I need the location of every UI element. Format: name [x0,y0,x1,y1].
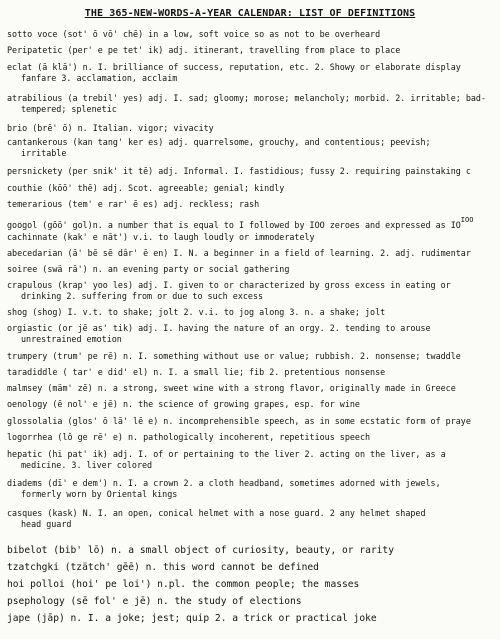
definition-text: crapulous (krap' yoo les) adj. I. given to or characterized by gross excess in eating or [7,280,451,290]
definition-entry [7,613,500,625]
definition-entry [7,280,500,301]
page-title: THE 365-NEW-WORDS-A-YEAR CALENDAR: LIST OF DEFINITIONS [84,8,416,19]
definition-entry [7,199,500,210]
definition-text: diadems (dī' e dem') n. I. a crown 2. a cloth headband, sometimes adorned with jewels, [7,478,441,488]
definition-entry [7,232,500,243]
definition-text: taradiddle ( tar' e did' el) n. I. a small lie; fib 2. pretentious nonsense [7,367,386,377]
exponent: IOO [460,216,474,224]
definition-text: logorrhea (lô ge rē' e) n. pathologically incoherent, repetitious speech [7,432,371,442]
definition-text: abecedarian (ā' bē sē dâr' ē en) I. N. a beginner in a field of learning. 2. adj. rudimentar [7,248,471,258]
definition-entry [7,449,500,470]
definition-entry [7,432,500,443]
definition-text: cantankerous (kan tang' ker es) adj. quarrelsome, grouchy, and contentious; peevish; [7,137,431,147]
definition-text: trumpery (trum' pe rē) n. I. something without use or value; rubbish. 2. nonsense; twaddle [7,351,461,361]
definition-continuation: drinking 2. suffering from or due to such excess [21,290,264,301]
definition-entry [7,508,500,529]
definition-text: sotto voce (sot' ō vō' chē) in a low, soft voice so as not to be overheard [7,29,381,39]
definition-entry [7,264,500,275]
definition-continuation: formerly worn by Oriental kings [21,488,178,499]
definition-text: shog (shog) I. v.t. to shake; jolt 2. v.i. to jog along 3. n. a shake; jolt [7,307,386,317]
definition-entry [7,562,500,574]
definition-entry [7,596,500,608]
definition-continuation: tempered; splenetic [21,103,117,114]
definition-entry [7,123,500,134]
definition-text: tzatchgki (tzätch' gēē) n. this word cannot be defined [7,562,319,573]
definition-text: brio (brē' ō) n. Italian. vigor; vivacity [7,123,214,133]
definition-entry [7,45,500,56]
definition-entry [7,399,500,410]
definition-text: malmsey (mäm' zē) n. a strong, sweet wine with a strong flavor, originally made in Greece [7,383,456,393]
definition-text: jape (jāp) n. I. a joke; jest; quip 2. a trick or practical joke [7,613,377,624]
definition-text: hepatic (hi pat' ik) adj. I. of or pertaining to the liver 2. acting on the liver, as a [7,449,446,459]
definition-entry [7,307,500,318]
definition-entry [7,323,500,344]
definition-text: hoi polloi (hoi' pe loi') n.pl. the common people; the masses [7,579,360,590]
definition-entry [7,137,500,158]
definition-continuation: head guard [21,518,72,529]
definition-entry [7,62,500,83]
definition-text: oenology (ē nol' e jē) n. the science of growing grapes, esp. for wine [7,399,360,409]
definition-text: persnickety (per snik' it tē) adj. Informal. I. fastidious; fussy 2. requiring painstaking c [7,166,471,176]
definition-continuation: irritable [21,147,67,158]
definition-text: orgiastic (or jē as' tik) adj. I. having the nature of an orgy. 2. tending to arouse [7,323,431,333]
definition-entry [7,545,500,557]
definition-text: soiree (swä rā') n. an evening party or social gathering [7,264,290,274]
definition-entry [7,367,500,378]
definition-entry [7,383,500,394]
definition-text: eclat (ā klā') n. I. brilliance of success, reputation, etc. 2. Showy or elaborate display [7,62,461,72]
definition-text: bibelot (bib' lō) n. a small object of curiosity, beauty, or rarity [7,545,394,556]
definition-continuation: fanfare 3. acclamation, acclaim [21,72,178,83]
definition-text: psephology (sē fol' e jē) n. the study of elections [7,596,302,607]
definition-entry [7,183,500,194]
definition-continuation: unrestrained emotion [21,333,122,344]
definition-continuation: medicine. 3. liver colored [21,459,153,470]
definition-entry [7,93,500,114]
definition-text: glossolalia (glos' ō lā' lē e) n. incomprehensible speech, as in some ecstatic form of praye [7,416,471,426]
definition-entry [7,29,500,40]
definition-text: atrabilious (a trebil' yes) adj. I. sad; gloomy; morose; melancholy; morbid. 2. irritable; bad- [7,93,487,103]
definition-text: googol (gōō' gol)n. a number that is equal to I followed by IOO zeroes and expressed as IO [7,220,461,230]
definition-entry [7,579,500,591]
definition-entry [7,215,500,231]
definition-text: couthie (kōō' thē) adj. Scot. agreeable; genial; kindly [7,183,285,193]
definition-text: casques (kask) N. I. an open, conical helmet with a nose guard. 2 any helmet shaped [7,508,426,518]
definition-entry [7,351,500,362]
definition-text: Peripatetic (per' e pe tet' ik) adj. itinerant, travelling from place to place [7,45,401,55]
definition-text: temerarious (tem' e rar' ē es) adj. reckless; rash [7,199,260,209]
definition-entry [7,248,500,259]
definition-entry [7,478,500,499]
definition-text: cachinnate (kak' e nāt') v.i. to laugh loudly or immoderately [7,232,315,242]
definition-entry [7,416,500,427]
definition-entry [7,166,500,177]
